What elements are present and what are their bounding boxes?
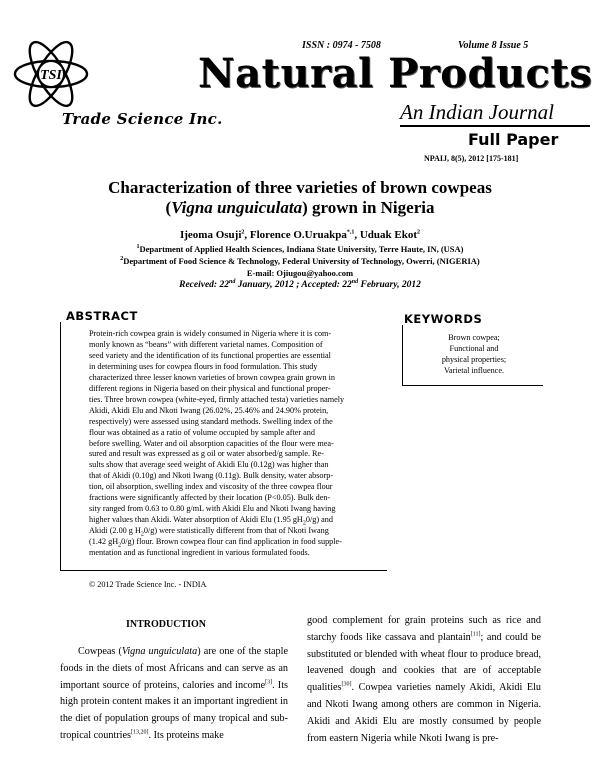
author-email: E-mail: Ojiugou@yahoo.com <box>246 268 354 278</box>
abstract-line: ties. Three brown cowpea (white-eyed, firmly attached testa) varieties namely <box>89 394 345 404</box>
title-species: Vigna unguiculata <box>171 198 303 217</box>
body-column-left: Cowpeas (Vigna unguiculata) are one of the staple foods in the diets of most Africans and can serve as an important source of proteins, calories and income[3]. Its high protein content makes it an important ingredient in the diet of population groups of many tropical and sub-tropical countries[13,20]. Its proteins make <box>60 646 288 741</box>
issn-label: ISSN : 0974 - 7508 <box>302 40 381 51</box>
journal-title: Natural Products <box>198 50 593 97</box>
article-title: Characterization of three varieties of brown cowpeas (Vigna unguiculata) grown in Nigeria <box>108 178 492 217</box>
abstract-line: in determining uses for cowpea flours in food formulation. This study <box>89 361 318 371</box>
abstract-line: different regions in Nigeria based on their physical and functional proper- <box>89 383 331 393</box>
keywords-heading: KEYWORDS <box>404 312 483 326</box>
citation-ref: [30] <box>341 681 352 688</box>
journal-subtitle: An Indian Journal <box>400 100 554 124</box>
abstract-line: higher values than Akidi. Water absorption of Akidi Elu (1.95 $gH_20/g$) and <box>89 515 333 527</box>
paper-type-label: Full Paper <box>468 130 559 149</box>
abstract-heading: ABSTRACT <box>66 309 138 323</box>
affiliation-sup: 2 <box>120 256 124 263</box>
keyword-item: Varietal influence. <box>443 366 504 375</box>
affiliation-sup: 1 <box>136 244 140 251</box>
copyright-notice: © 2012 Trade Science Inc. - INDIA <box>89 580 207 589</box>
abstract-line: seed variety and the identification of its functional properties are essential <box>89 350 331 360</box>
affiliation-2: $^2$Department of Food Science & Technology, Federal University of Technology, Owerri, (NIGERIA) <box>120 256 480 266</box>
author-name: Ijeoma Osuji <box>179 229 242 241</box>
abstract-line: (1.42 $gH_20/g$) flour. Brown cowpea flour can find application in food supple- <box>89 537 342 549</box>
keyword-item: physical properties; <box>441 355 507 364</box>
abstract-line: mentation and as functional ingredient in various formulated foods. <box>89 548 310 558</box>
logo-text: TSI <box>40 68 62 83</box>
abstract-line: tion, oil absorption, swelling index and viscosity of the three cowpea flour <box>89 482 333 492</box>
author-sup: 2 <box>241 229 245 236</box>
body-column-right: good complement for grain proteins such as rice and starchy foods like cassava and plantain[11]; and could be substituted or blended with wheat flour to produce bread, leavened dough and cookies that are of acceptable qualities[30]. Cowpea varieties namely Akidi, Akidi Elu and Nkoti Iwang among others are common in Nigeria. Akidi and Akidi Elu are mostly consumed by people from eastern Nigeria while Nkoti Iwang is pre- <box>307 615 542 744</box>
abstract-line: sured and result was expressed as g oil or water absorbed/g sample. Re- <box>89 449 324 459</box>
abstract-line: Protein-rich cowpea grain is widely consumed in Nigeria where it is com- <box>89 329 332 338</box>
affiliation-1: $^1$Department of Applied Health Sciences, Indiana State University, Terre Haute, IN, (USA) <box>136 244 464 254</box>
abstract-line: fractions were significantly affected by their location (P<0.05). Bulk den- <box>89 493 331 503</box>
abstract-body <box>89 329 379 559</box>
citation-ref: [11] <box>470 631 481 638</box>
abstract-line: Akidi (2.00 g $H_20/g$) were statistically different from that of Nkoti Iwang <box>89 526 329 538</box>
abstract-line: sults show that average seed weight of Akidi Elu (0.12g) was higher than <box>89 460 329 470</box>
keyword-item: Functional and <box>449 344 499 353</box>
author-sup: *,1 <box>346 229 355 236</box>
abstract-line: Akidi, Akidi Elu and Nkoti Iwang (26.02%, 25.46% and 24.90% protein, <box>89 405 329 415</box>
received-accepted-dates: Received: 22nd January, 2012 ; Accepted: 22nd February, 2012 <box>179 278 421 290</box>
abstract-line: before swelling. Water and oil absorption capacities of the flour were mea- <box>89 438 334 448</box>
abstract-line: characterized three lesser known varieties of brown cowpea grain grown in <box>89 372 335 382</box>
title-line1: Characterization of three varieties of brown cowpeas <box>108 178 492 197</box>
keywords-list <box>404 332 544 376</box>
author-sup: 2 <box>417 229 421 236</box>
author-name: Uduak Ekot <box>359 229 418 241</box>
introduction-heading: INTRODUCTION <box>126 619 207 630</box>
citation-label: NPAIJ, 8(5), 2012 [175-181] <box>424 154 519 163</box>
citation-ref: [13,20] <box>131 729 149 736</box>
abstract-line: monly known as “beans” with different varietal names. Composition of <box>89 339 323 349</box>
author-name: Florence O.Uruakpa <box>249 229 347 241</box>
volume-issue-label: Volume 8 Issue 5 <box>458 40 529 51</box>
abstract-line: sity ranged from 0.63 to 0.80 g/mL with Akidi Elu and Nkoti Iwang having <box>89 504 336 514</box>
author-list: Ijeoma Osuji$^2$, Florence O.Uruakpa$^{*,1}$, Uduak Ekot$^2$ <box>179 229 421 241</box>
keyword-item: Brown cowpea; <box>448 333 500 342</box>
publisher-name: Trade Science Inc. <box>62 110 223 128</box>
header-divider <box>400 125 590 127</box>
title-line2: grown in Nigeria <box>312 198 435 217</box>
abstract-line: that of Akidi (0.10g) and Nkoti Iwang (0.11g). Bulk density, water absorp- <box>89 471 334 481</box>
abstract-line: respectively) were assessed using standard methods. Swelling index of the <box>89 416 333 426</box>
abstract-line: flour was obtained as a ratio of volume occupied by sample after and <box>89 427 315 437</box>
citation-ref: [3] <box>265 679 273 686</box>
species-name: Vigna unguiculata <box>121 646 198 657</box>
publisher-logo-icon <box>10 34 92 114</box>
